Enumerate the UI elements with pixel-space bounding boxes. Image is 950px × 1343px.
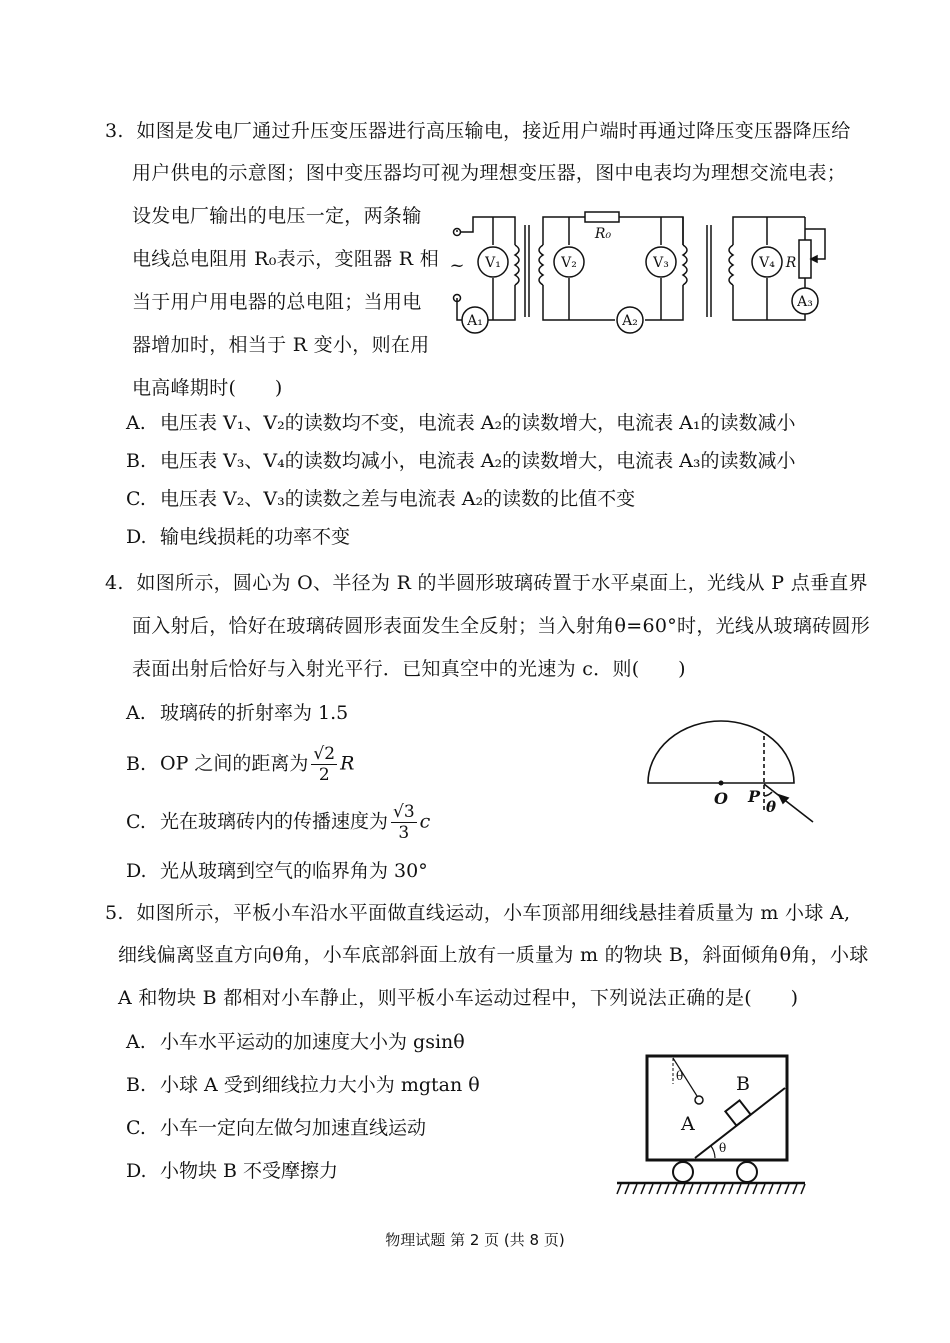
fraction-denominator: 3	[398, 823, 410, 843]
meter-a3-label: A₃	[797, 294, 813, 310]
option-text: 输电线损耗的功率不变	[160, 526, 351, 548]
q3-line-1	[105, 118, 851, 144]
q4-stem-1: 如图所示，圆心为 O、半径为 R 的半圆形玻璃砖置于水平桌面上，光线从 P 点垂直界	[136, 572, 868, 594]
q3-option-b[interactable]	[126, 448, 795, 474]
option-label: C.	[126, 488, 146, 510]
option-label: A.	[126, 412, 146, 434]
q5-line-1	[105, 900, 850, 926]
option-label: D.	[126, 526, 147, 548]
fraction	[311, 744, 337, 785]
meter-v3-label: V₃	[653, 255, 669, 271]
option-label: B.	[126, 752, 147, 775]
q4-option-a[interactable]	[126, 700, 348, 726]
q3-stem-1: 如图是发电厂通过升压变压器进行高压输电，接近用户端时再通过降压变压器降压给	[136, 120, 851, 142]
q3-option-d[interactable]	[126, 524, 350, 550]
q3-stem-6: 器增加时，相当于 R 变小，则在用	[132, 334, 430, 356]
resistor-r-label: R	[785, 255, 797, 271]
q5-option-d[interactable]	[126, 1158, 338, 1184]
fraction-numerator: √3	[393, 802, 415, 822]
meter-v2-label: V₂	[561, 255, 577, 271]
option-label: B.	[126, 1074, 147, 1096]
q5-option-c[interactable]	[126, 1115, 426, 1141]
q3-stem-2: 用户供电的示意图；图中变压器均可视为理想变压器，图中电表均为理想交流电表；	[132, 162, 847, 184]
q5-stem-1: 如图所示，平板小车沿水平面做直线运动，小车顶部用细线悬挂着质量为 m 小球 A,	[136, 902, 851, 924]
option-suffix: c	[419, 810, 431, 833]
q4-stem-2: 面入射后，恰好在玻璃砖圆形表面发生全反射；当入射角θ=60°时，光线从玻璃砖圆形	[132, 615, 871, 637]
option-label: D.	[126, 860, 147, 882]
option-label: A.	[126, 1031, 146, 1053]
block-b-label: B	[736, 1073, 750, 1095]
meter-v1-label: V₁	[485, 255, 501, 271]
q3-circuit-diagram	[445, 205, 845, 335]
option-label: B.	[126, 450, 147, 472]
option-text: 玻璃砖的折射率为 1.5	[160, 702, 349, 724]
option-label: D.	[126, 1160, 147, 1182]
q4-option-c[interactable]	[126, 802, 430, 843]
q4-number: 4.	[105, 572, 124, 594]
meter-a2-label: A₂	[622, 313, 638, 329]
q4-line-1	[105, 570, 868, 596]
q3-option-a[interactable]	[126, 410, 795, 436]
option-text: 电压表 V₂、V₃的读数之差与电流表 A₂的读数的比值不变	[160, 488, 636, 510]
resistor-r0-label: R₀	[594, 226, 612, 242]
q4-option-d[interactable]	[126, 858, 428, 884]
ball-a-label: A	[681, 1113, 695, 1135]
ac-source-symbol: ~	[449, 255, 465, 276]
fraction-numerator: √2	[313, 744, 336, 764]
q3-stem-7: 电高峰期时( )	[132, 377, 283, 399]
page-footer: 物理试题 第 2 页 (共 8 页)	[385, 1231, 565, 1249]
option-text: 小物块 B 不受摩擦力	[160, 1160, 339, 1182]
fraction	[391, 802, 417, 843]
option-label: A.	[126, 702, 146, 724]
option-text: 小车水平运动的加速度大小为 gsinθ	[160, 1031, 465, 1053]
q5-stem-3: A 和物块 B 都相对小车静止，则平板小车运动过程中，下列说法正确的是( )	[118, 987, 799, 1009]
meter-v4-label: V₄	[759, 255, 775, 271]
q5-option-b[interactable]	[126, 1072, 480, 1098]
option-suffix: R	[340, 752, 355, 775]
q3-stem-4: 电线总电阻用 R₀表示，变阻器 R 相	[132, 248, 440, 270]
fraction-denominator: 2	[318, 765, 330, 785]
q4-option-b[interactable]	[126, 744, 354, 785]
option-label: C.	[126, 1117, 146, 1139]
option-label: C.	[126, 810, 146, 833]
point-o-label: O	[714, 789, 728, 808]
point-p-label: P	[748, 787, 761, 806]
option-text: 电压表 V₁、V₂的读数均不变，电流表 A₂的读数增大，电流表 A₁的读数减小	[160, 412, 796, 434]
option-text: 小球 A 受到细线拉力大小为 mgtan θ	[160, 1074, 480, 1096]
q5-stem-2: 细线偏离竖直方向θ角，小车底部斜面上放有一质量为 m 的物块 B，斜面倾角θ角，小球	[118, 944, 869, 966]
q5-option-a[interactable]	[126, 1029, 465, 1055]
theta-label-string: θ	[676, 1069, 684, 1083]
q3-number: 3.	[105, 120, 124, 142]
q3-stem-5: 当于用户用电器的总电阻；当用电	[132, 291, 422, 313]
q5-number: 5.	[105, 902, 124, 924]
meter-a1-label: A₁	[467, 313, 483, 329]
option-text: 光在玻璃砖内的传播速度为	[160, 810, 389, 833]
theta-label-incline: θ	[719, 1141, 727, 1155]
option-text: OP 之间的距离为	[160, 752, 309, 775]
q4-stem-3: 表面出射后恰好与入射光平行．已知真空中的光速为 c．则( )	[132, 658, 686, 680]
option-text: 电压表 V₃、V₄的读数均减小，电流表 A₂的读数增大，电流表 A₃的读数减小	[160, 450, 796, 472]
option-text: 小车一定向左做匀加速直线运动	[160, 1117, 427, 1139]
q3-stem-3: 设发电厂输出的电压一定，两条输	[132, 205, 422, 227]
q5-cart-diagram	[615, 1050, 810, 1200]
q4-semicircle-diagram	[640, 712, 830, 827]
q3-option-c[interactable]	[126, 486, 635, 512]
option-text: 光从玻璃到空气的临界角为 30°	[160, 860, 428, 882]
theta-label: θ	[766, 798, 777, 816]
